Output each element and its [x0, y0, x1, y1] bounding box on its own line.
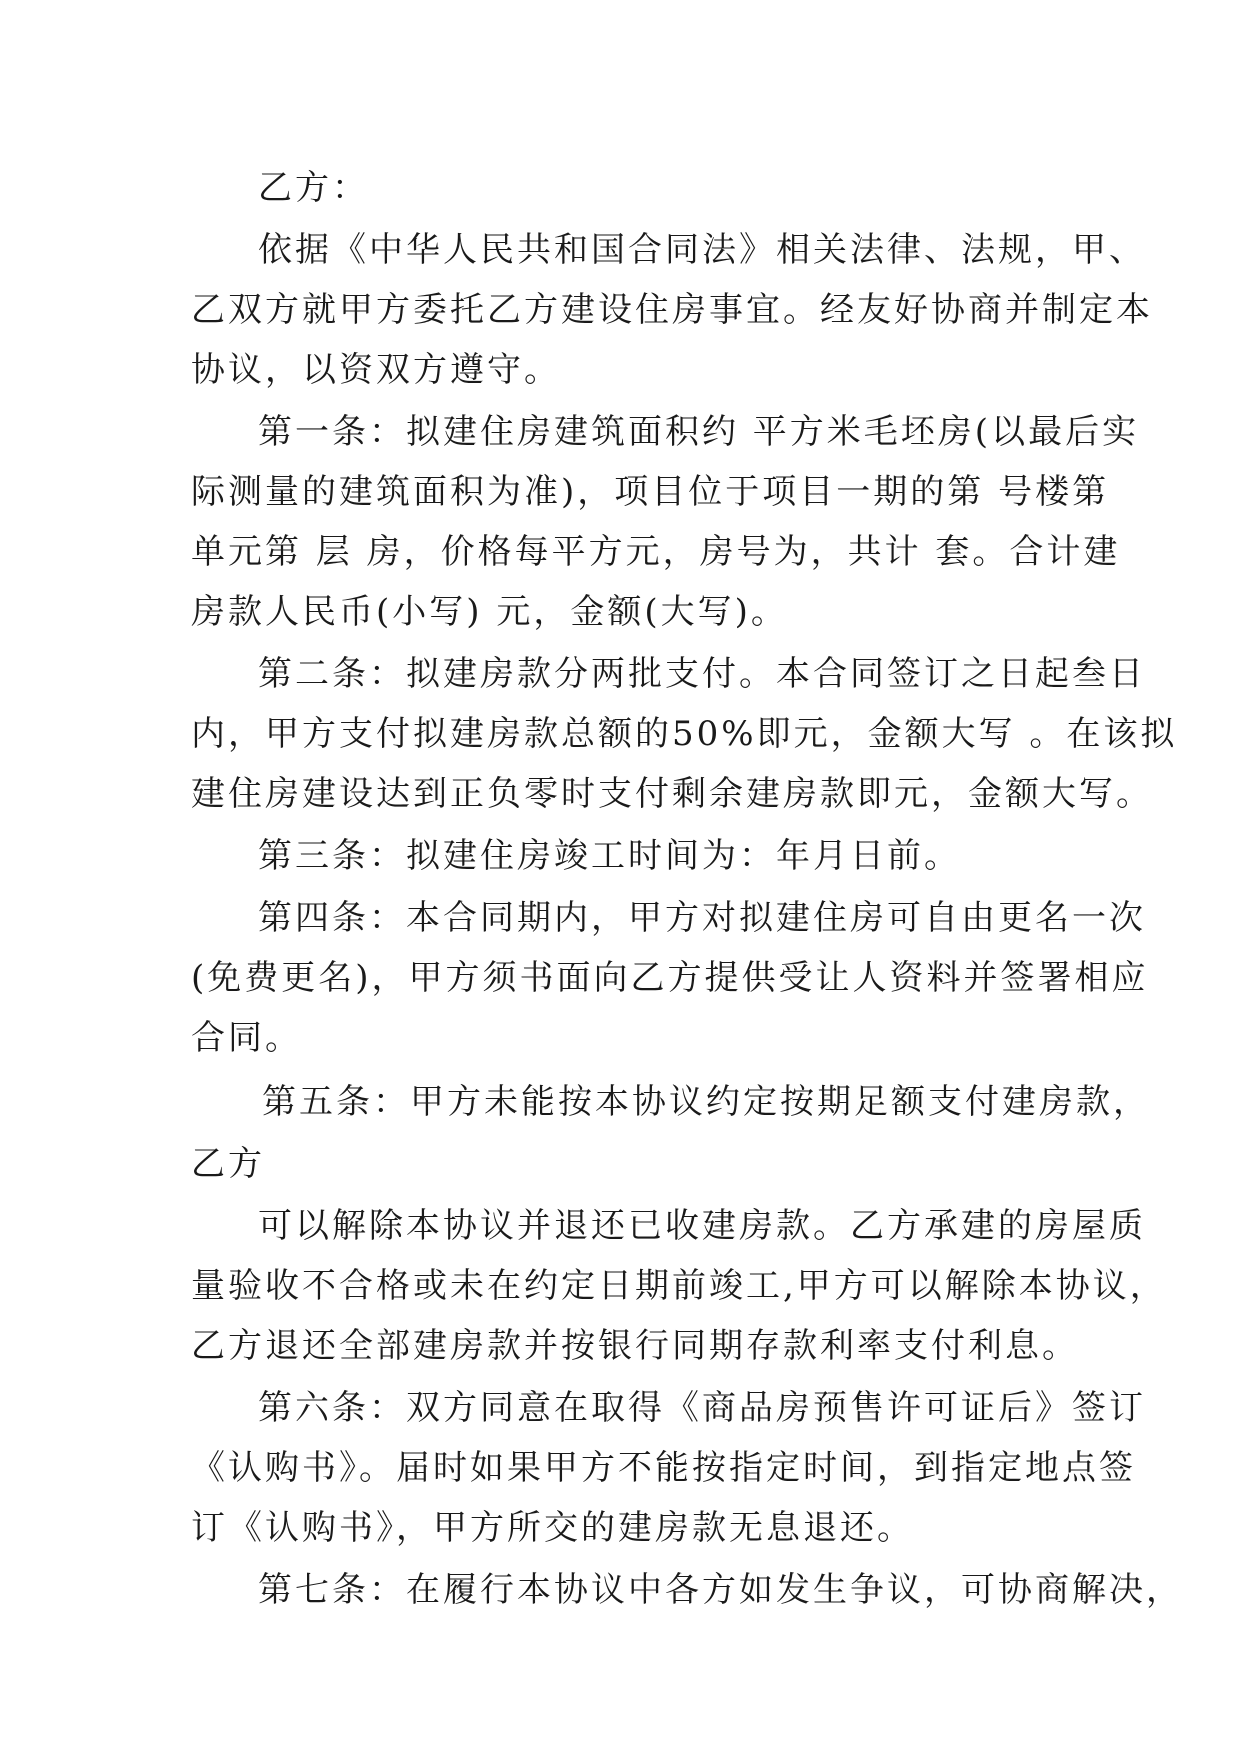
article-5-cont-line-3: 乙方退还全部建房款并按银行同期存款利率支付利息。 — [191, 1326, 1079, 1366]
article-1-line-4: 房款人民币(小写) 元，金额(大写)。 — [191, 592, 788, 632]
article-5-line-2: 乙方 — [191, 1144, 265, 1184]
party-b-heading: 乙方： — [258, 168, 369, 208]
article-6-line-1: 第六条：双方同意在取得《商品房预售许可证后》签订 — [258, 1388, 1146, 1428]
article-5-cont-line-1: 可以解除本协议并退还已收建房款。乙方承建的房屋质 — [258, 1206, 1146, 1246]
preamble-line-2: 乙双方就甲方委托乙方建设住房事宜。经友好协商并制定本 — [191, 290, 1153, 330]
article-5-cont-line-2: 量验收不合格或未在约定日期前竣工,甲方可以解除本协议， — [191, 1266, 1167, 1306]
article-5-line-1: 第五条：甲方未能按本协议约定按期足额支付建房款， — [262, 1082, 1150, 1122]
article-2-line-3: 建住房建设达到正负零时支付剩余建房款即元，金额大写。 — [191, 774, 1153, 814]
article-1-line-3: 单元第 层 房，价格每平方元，房号为，共计 套。合计建 — [191, 532, 1121, 572]
article-2-line-1: 第二条：拟建房款分两批支付。本合同签订之日起叁日 — [258, 654, 1146, 694]
article-4-line-1: 第四条：本合同期内，甲方对拟建住房可自由更名一次 — [258, 898, 1146, 938]
article-6-line-3: 订《认购书》，甲方所交的建房款无息退还。 — [191, 1508, 914, 1548]
article-4-line-2: (免费更名)，甲方须书面向乙方提供受让人资料并签署相应 — [191, 958, 1149, 998]
preamble-line-1: 依据《中华人民共和国合同法》相关法律、法规，甲、 — [258, 230, 1146, 270]
article-2-line-2: 内，甲方支付拟建房款总额的50%即元，金额大写 。在该拟 — [191, 714, 1178, 754]
article-1-line-1: 第一条：拟建住房建筑面积约 平方米毛坯房(以最后实 — [258, 412, 1140, 452]
article-4-line-3: 合同。 — [191, 1018, 302, 1058]
article-3-line-1: 第三条：拟建住房竣工时间为：年月日前。 — [258, 836, 961, 876]
article-6-line-2: 《认购书》。届时如果甲方不能按指定时间，到指定地点签 — [191, 1448, 1136, 1488]
article-1-line-2: 际测量的建筑面积为准)，项目位于项目一期的第 号楼第 — [191, 472, 1110, 512]
article-7-line-1: 第七条：在履行本协议中各方如发生争议，可协商解决， — [258, 1570, 1183, 1610]
preamble-line-3: 协议，以资双方遵守。 — [191, 350, 561, 390]
